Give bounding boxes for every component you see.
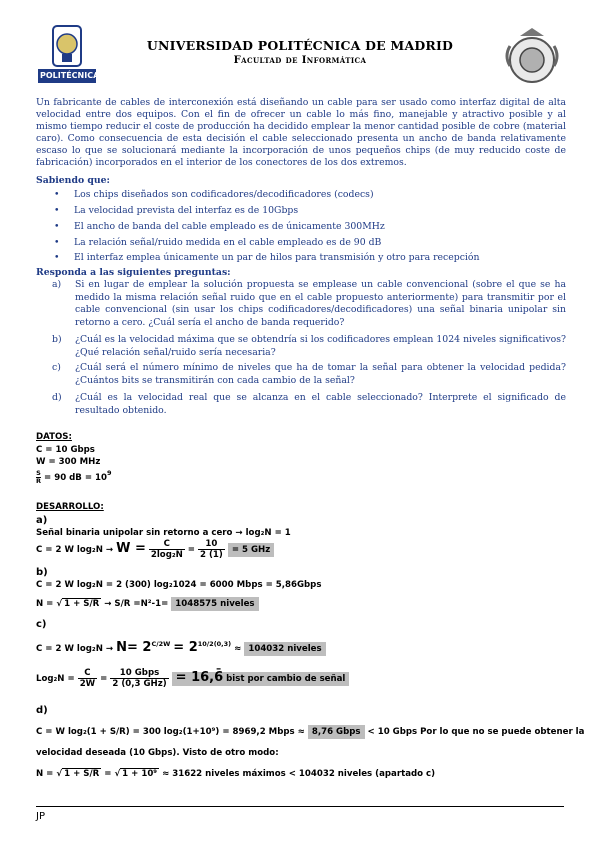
part-b-line2: N = √ 1 + S/R → S/R =N²-1= 1048575 niveles — [36, 598, 259, 609]
sabiendo-heading: Sabiendo que: — [36, 175, 110, 186]
datos-heading: DATOS: — [36, 432, 72, 442]
result-highlight: 8,76 Gbps — [308, 725, 365, 739]
part-d-line2: velocidad deseada (10 Gbps). Visto de otro modo: — [36, 748, 279, 758]
part-d-line3: N = √ 1 + S/R = √ 1 + 10⁹ ≈ 31622 niveles máximos < 104032 niveles (apartado c) — [36, 769, 436, 779]
question-b: b) ¿Cuál es la velocidad máxima que se obtendría si los codificadores emplean 1024 niveles significativos? ¿Qué relación señal/ruido sería necesaria? — [52, 334, 566, 358]
part-a-label: a) — [36, 515, 48, 526]
problem-intro: Un fabricante de cables de interconexión está diseñando un cable para ser usado como interfaz digital de alta velocidad entre dos equipos. Con el fin de ofrecer un cable lo más fino, manejable y atractivo posible y al mismo tiempo reducir el coste de producción ha decidido emplear la menor cantidad posible de cobre (material caro). Como consecuencia de esta decisión el cable seleccionado presenta un ancho de banda relativamente escaso lo que se solucionará mediante la incorporación de unos pequeños chips (de muy reducido coste de fabricación) incorporados en el interior de los conectores de los dos extremos. — [36, 97, 566, 169]
faculty-title: Facultad de Informática — [233, 55, 367, 66]
logo-politecnica-text: POLITÉCNICA — [40, 71, 100, 80]
datos-w: W = 300 MHz — [36, 457, 101, 467]
result-highlight: = 16,6̄ bist por cambio de señal — [172, 672, 350, 686]
part-d-line1: C = W log₂(1 + S/R) = 300 log₂(1+10⁹) = 8969,2 Mbps ≈ 8,76 Gbps < 10 Gbps Por lo que no se puede obtener la — [36, 727, 585, 737]
bullet-icon: • — [54, 221, 60, 232]
result-highlight: 1048575 niveles — [171, 597, 258, 611]
bullet-icon: • — [54, 205, 60, 216]
part-a-line1: Señal binaria unipolar sin retorno a cero → log₂N = 1 — [36, 528, 291, 538]
bullet-icon: • — [54, 189, 60, 200]
faculty-seal-logo — [500, 26, 564, 90]
part-c-line2: Log₂N = $\frac{C}{2W}$ = $\frac{\text{10 Gbps}}{\text{2 (0,3 GHz)}}$ = 16,6̄ bist por cambio de señal — [36, 668, 349, 689]
part-b-line1: C = 2 W log₂N = 2 (300) log₂1024 = 6000 Mbps = 5,86Gbps — [36, 580, 322, 590]
part-c-line1: C = 2 W $\log_2N \to N= 2^{C/2W} = 2^{10/2(0,3)} \approx 104032$ niveles — [36, 640, 326, 655]
question-c: c) ¿Cuál será el número mínimo de niveles que ha de tomar la señal para obtener la velocidad pedida? ¿Cuántos bits se transmitirán con cada cambio de la señal? — [52, 362, 566, 386]
part-d-label: d) — [36, 705, 48, 716]
desarrollo-heading: DESARROLLO: — [36, 502, 104, 512]
bullet-icon: • — [54, 252, 60, 263]
datos-sn: $\frac{S}{R} = 90$ dB = $10^9$ — [36, 469, 112, 485]
footer-divider — [36, 806, 564, 807]
footer-initials: JP — [36, 811, 45, 822]
bullet-icon: • — [54, 237, 60, 248]
university-title: UNIVERSIDAD POLITÉCNICA DE MADRID — [146, 38, 454, 53]
question-a: a) Si en lugar de emplear la solución propuesta se emplease un cable convencional (sobre el que se ha medido la misma relación señal ruido que en el cable propuesto anteriormente) para transmitir por el cable convencional (sin usar los chips codificadores/decodificadores) una señal binaria unipolar sin retorno a cero. ¿Cuál sería el ancho de banda requerido? — [52, 279, 566, 328]
part-b-label: b) — [36, 567, 48, 578]
question-d: d) ¿Cuál es la velocidad real que se alcanza en el cable seleccionado? Interprete el significado de resultado obtenido. — [52, 392, 566, 416]
part-c-label: c) — [36, 619, 47, 630]
result-highlight: 104032 niveles — [244, 642, 325, 656]
part-a-line2: C = 2 W log₂N → W = $\frac{C}{\text{2log₂N}}$ = $\frac{10}{2 (1)}$ = 5 GHz — [36, 539, 274, 560]
responda-heading: Responda a las siguientes preguntas: — [36, 267, 231, 278]
result-highlight: = 5 GHz — [228, 543, 274, 557]
datos-c: C = 10 Gbps — [36, 445, 95, 455]
